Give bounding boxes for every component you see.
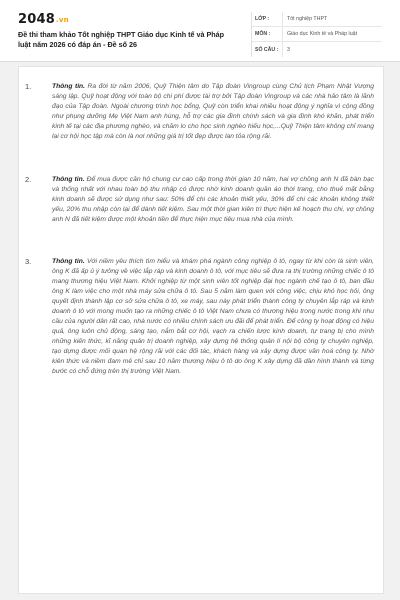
meta-value-count: 3 [287, 46, 290, 53]
site-logo[interactable] [18, 12, 69, 27]
question-number: 1. [25, 82, 32, 91]
question-number: 2. [25, 175, 32, 184]
question-list [18, 66, 384, 594]
question-content: Để mua được căn hộ chung cư cao cấp trong thời gian 10 năm, hai vợ chồng anh N đã bàn bạc và thống nhất với nhau toàn bộ thu nhập có được nhờ kinh doanh quần áo thời trang, cho thuê mặt bằng kinh doanh sẽ được sử dụng như sau: 50% để chi các khoản thiết yếu, 30% để chi các khoản không thiết yếu, 20% thu nhập còn lại để dành tiết kiệm. Sau một thời gian kiên trì thực hiện kế hoạch thu chi, vợ chồng anh N đã tiết kiệm được một khoản tiền để thực hiện mục tiêu mua nhà của mình. [52, 176, 375, 223]
logo-suffix: .vn [55, 16, 69, 24]
meta-row-subject [252, 27, 382, 42]
meta-row-class [252, 12, 382, 27]
question-label: Thông tin. [52, 258, 85, 265]
meta-key-class: LỚP : [252, 12, 283, 26]
meta-key-subject: MÔN : [252, 27, 283, 41]
question-text [52, 175, 374, 225]
question-text [52, 82, 374, 142]
question-text [52, 257, 374, 377]
question-content: Ra đời từ năm 2006, Quỹ Thiện tâm do Tập đoàn Vingroup cùng Chủ tịch Phạm Nhật Vượng sáng lập. Quỹ hoạt động với toàn bộ chi phí được tài trợ bởi Tập đoàn Vingroup và các nhà hảo tâm là lãnh đạo của Tập đoàn. Ngoài chương trình học bổng, Quỹ còn triển khai nhiều hoạt động ý nghĩa vì cộng đồng như phụng dưỡng Mẹ Việt Nam anh hùng, hỗ trợ các gia đình chính sách và gia đình khó khăn, phát triển kinh tế tại các địa phương nghèo, và chăm lo cho học sinh nghèo hiếu học,...Quỹ Thiện tâm không chỉ mang lại cơ hội học tập mà còn là nơi những giá trị tốt đẹp được lan tỏa rộng rãi. [52, 83, 374, 140]
meta-row-count [252, 42, 382, 57]
meta-value-class: Tốt nghiệp THPT [287, 16, 328, 22]
question-number: 3. [25, 257, 32, 266]
meta-value-subject: Giáo dục Kinh tế và Pháp luật [287, 31, 358, 37]
question-label: Thông tin. [52, 83, 85, 90]
exam-title: Đề thi tham khảo Tốt nghiệp THPT Giáo dục Kinh tế và Pháp luật năm 2026 có đáp án - Đề số 26 [18, 30, 225, 49]
question-content: Với niềm yêu thích tìm hiểu và khám phá ngành công nghiệp ô tô, ngay từ khi còn là sinh viên, ông K đã ấp ủ ý tưởng về việc lắp ráp và kinh doanh ô tô, với mục tiêu sẽ đưa ra thị trường những chiếc ô tô mang thương hiệu Việt Nam. Khởi nghiệp từ một sinh viên tốt nghiệp đại học ngành chế tạo ô tô, ban đầu ông K làm việc cho một nhà máy sửa chữa ô tô. Sau 5 năm làm quen với công việc, chịu khó học hỏi, ông quyết định thành lập cơ sở sửa chữa ô tô, xe máy, sau này phát triển thành công ty chuyên lắp ráp và kinh doanh ô tô với mong muốn tạo ra những chiếc ô tô Việt Nam chưa có thương hiệu trong nước trong khi nhu cầu của người dân rất cao, nhà nước có nhiều chính sách ưu đãi để phát triển. Để công ty hoạt động có hiệu quả, ông luôn chủ động, sáng tạo, nắm bắt cơ hội, vạch ra chiến lược kinh doanh, tự trang bị cho mình những kiến thức, kĩ năng quản trị doanh nghiệp, xây dựng hệ thống quản lí nội bộ công ty chuyên nghiệp, tạo dựng được mối quan hệ rộng rãi với các đối tác, khách hàng và xây dựng được văn hoá công ty. Nhờ kiên thức và niềm đam mê chỉ sau 10 năm thương hiệu ô tô do ông K xây dựng đã dần hình thành và từng bước có chỗ đứng trên thị trường Việt Nam. [52, 258, 374, 375]
exam-meta-table [251, 12, 382, 57]
page-header [0, 0, 400, 62]
question-label: Thông tin. [52, 176, 85, 183]
meta-key-count: SỐ CÂU : [252, 42, 283, 57]
logo-text: 2048 [18, 12, 55, 27]
